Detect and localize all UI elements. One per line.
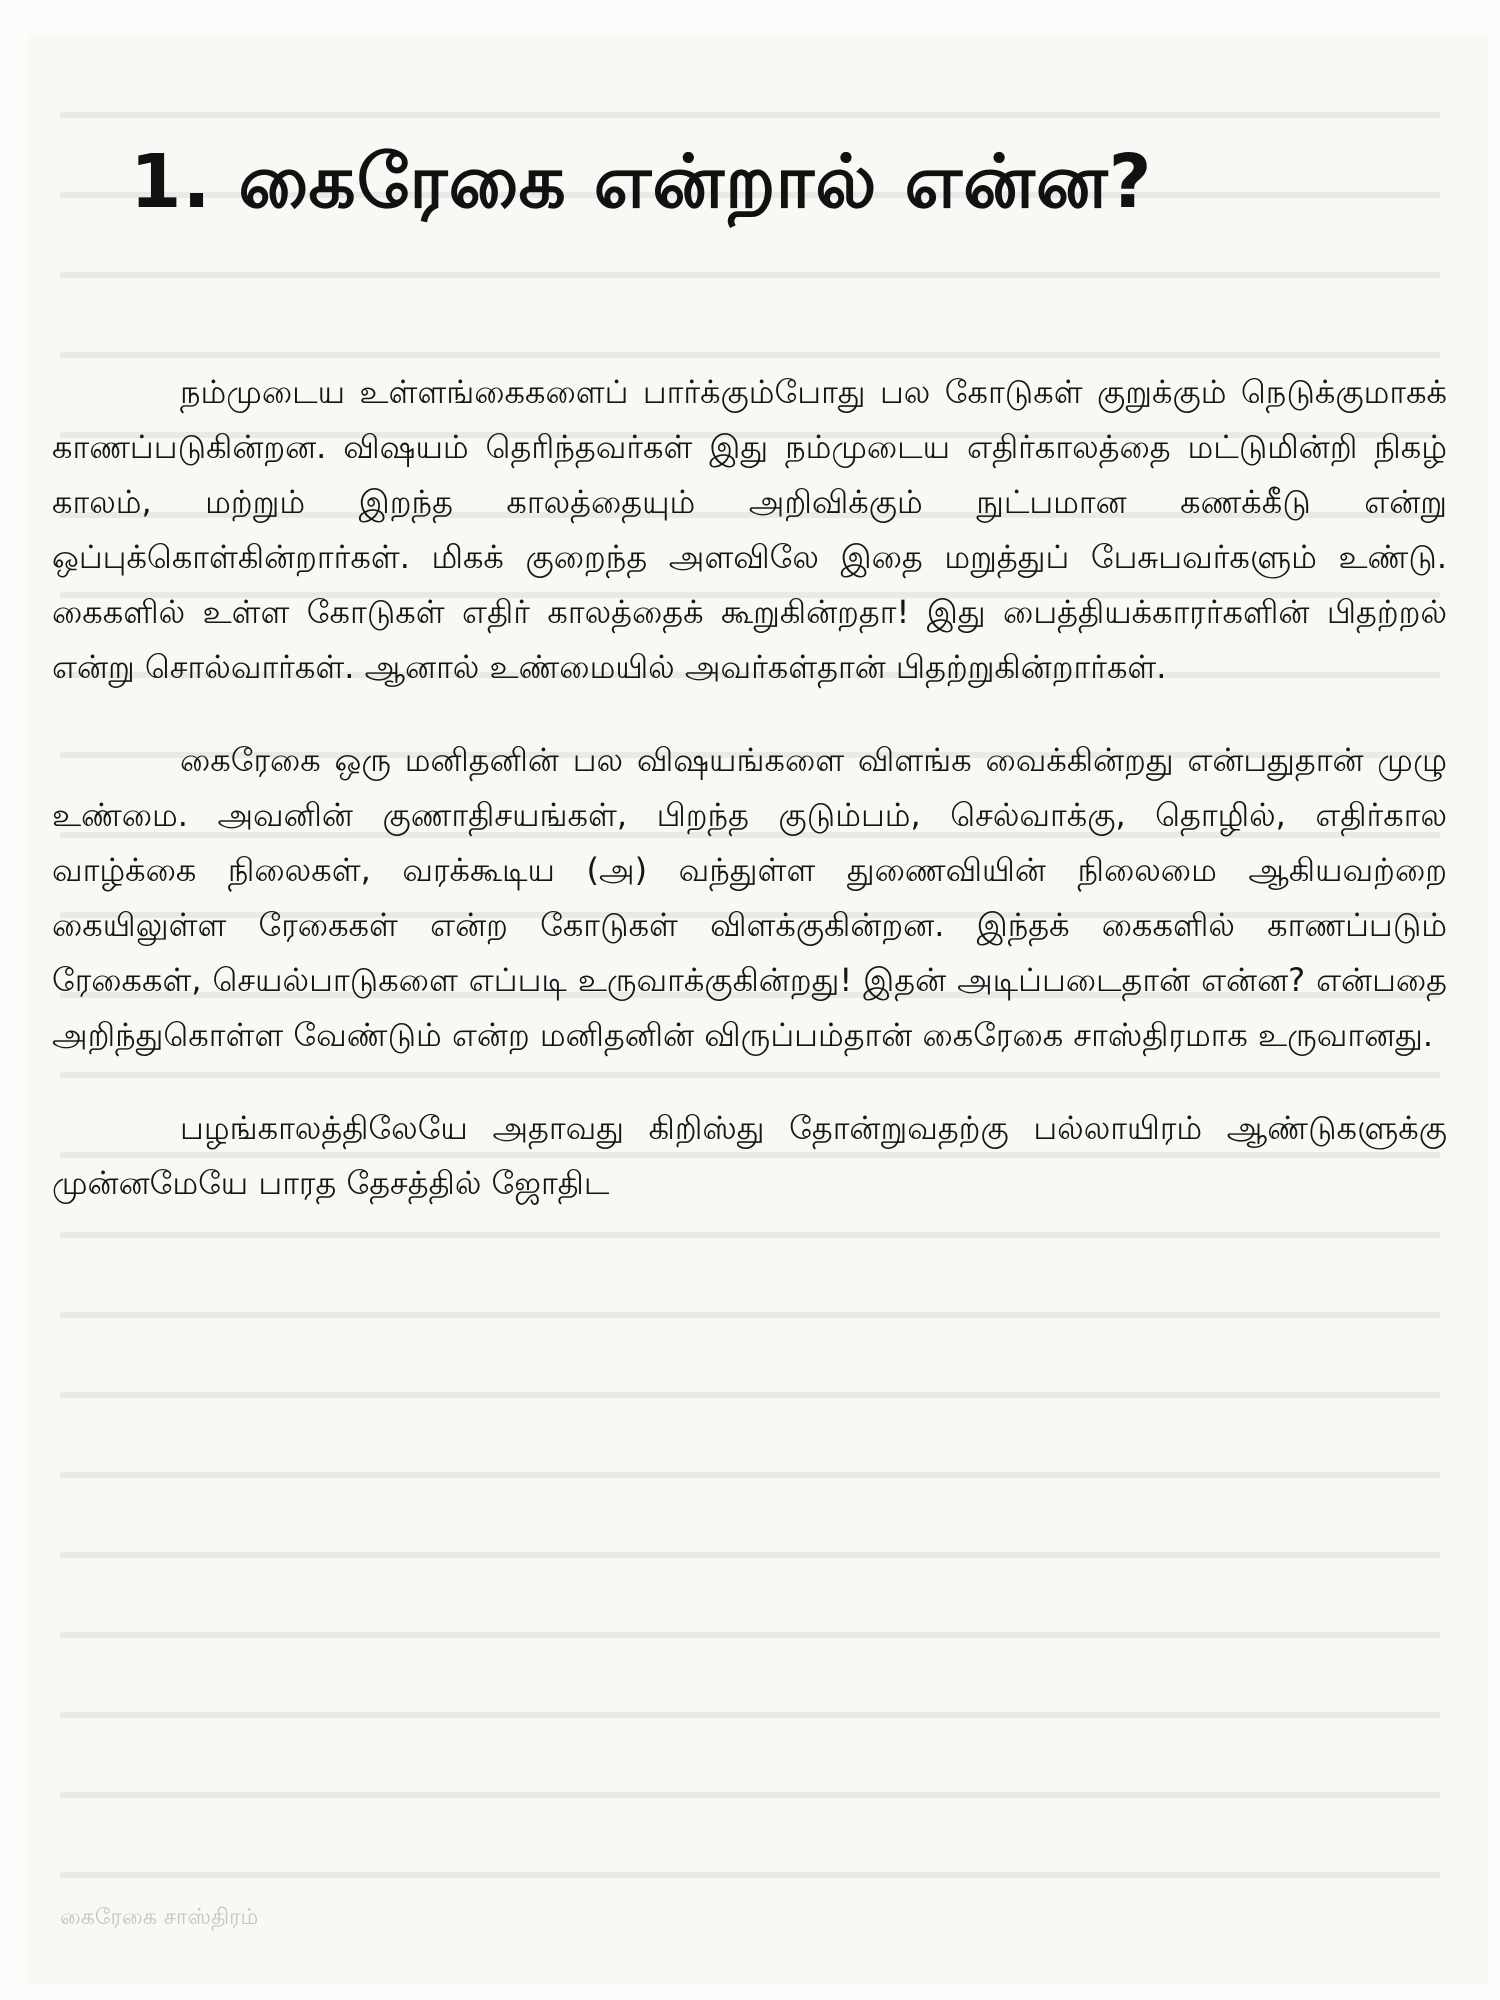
chapter-title: 1. கைரேகை என்றால் என்ன? [130,139,1153,225]
paragraph-3: பழங்காலத்திலேயே அதாவது கிறிஸ்து தோன்றுவதற்கு பல்லாயிரம் ஆண்டுகளுக்கு முன்னமேயே பாரத தேசத்தில் ஜோதிட [52,1109,1447,1202]
paragraph-1: நம்முடைய உள்ளங்கைகளைப் பார்க்கும்போது பல கோடுகள் குறுக்கும் நெடுக்குமாகக் காணப்படுகின்றன. விஷயம் தெரிந்தவர்கள் இது நம்முடைய எதிர்காலத்தை மட்டுமின்றி நிகழ் காலம், மற்றும் இறந்த காலத்தையும் அறிவிக்கும் நுட்பமான கணக்கீடு என்று ஒப்புக்கொள்கின்றார்கள். மிகக் குறைந்த அளவிலே இதை மறுத்துப் பேசுபவர்களும் உண்டு. கைகளில் உள்ள கோடுகள் எதிர் காலத்தைக் கூறுகின்றதா! இது பைத்தியக்காரர்களின் பிதற்றல் என்று சொல்வார்கள். ஆனால் உண்மையில் அவர்கள்தான் பிதற்றுகின்றார்கள். [52,373,1447,686]
body-text [52,365,1447,1249]
paragraph-2: கைரேகை ஒரு மனிதனின் பல விஷயங்களை விளங்க வைக்கின்றது என்பதுதான் முழு உண்மை. அவனின் குணாதிசயங்கள், பிறந்த குடும்பம், செல்வாக்கு, தொழில், எதிர்கால வாழ்க்கை நிலைகள், வரக்கூடிய (அ) வந்துள்ள துணைவியின் நிலைமை ஆகியவற்றை கையிலுள்ள ரேகைகள் என்ற கோடுகள் விளக்குகின்றன. இந்தக் கைகளில் காணப்படும் ரேகைகள், செயல்பாடுகளை எப்படி உருவாக்குகின்றது! இதன் அடிப்படைதான் என்ன? என்பதை அறிந்துகொள்ள வேண்டும் என்ற மனிதனின் விருப்பம்தான் கைரேகை சாஸ்திரமாக உருவானது. [52,741,1448,1054]
page-footer: கைரேகை சாஸ்திரம் [60,1905,259,1930]
